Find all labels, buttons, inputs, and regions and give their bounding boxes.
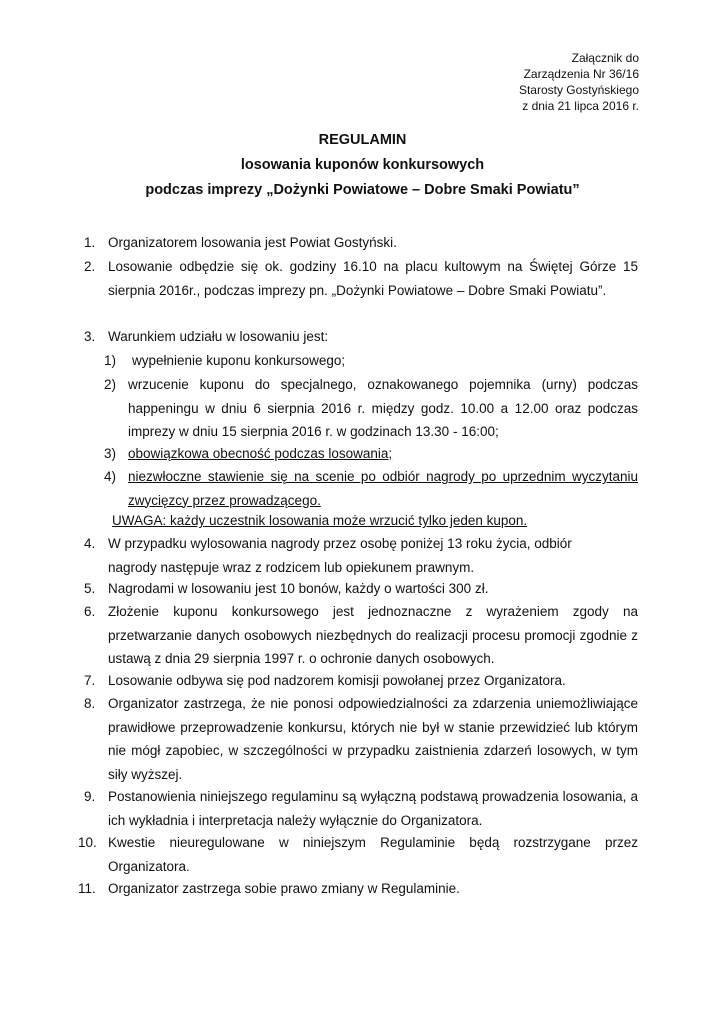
item-text: Kwestie nieuregulowane w niniejszym Regulaminie będą rozstrzygane przez Organizatora. <box>108 835 638 874</box>
list-item <box>78 831 638 878</box>
item-text: Losowanie odbywa się pod nadzorem komisji powołanej przez Organizatora. <box>108 673 566 688</box>
subtitle-line: losowania kuponów konkursowych <box>240 157 485 173</box>
attachment-line: Zarządzenia Nr 36/16 <box>523 67 639 81</box>
item-number: 4. <box>84 536 96 551</box>
item-number: 1. <box>84 235 96 250</box>
list-item <box>84 600 638 671</box>
item-text: Organizatorem losowania jest Powiat Gostyński. <box>108 235 397 250</box>
condition-item <box>104 373 638 444</box>
item-number: 10. <box>78 835 97 850</box>
condition-item <box>104 349 638 373</box>
list-item <box>84 231 638 255</box>
list-item <box>84 669 638 693</box>
attachment-reference <box>519 50 639 114</box>
item-number: 3. <box>84 329 96 344</box>
condition-text: wypełnienie kuponu konkursowego; <box>132 353 346 368</box>
item-number: 2. <box>84 259 96 274</box>
condition-text: niezwłoczne stawienie się na scenie po odbiór nagrody po uprzednim wyczytaniu zwycięzcy przez prowadzącego. <box>128 469 638 508</box>
item-text: Postanowienia niniejszego regulaminu są wyłączną podstawą prowadzenia losowania, a ich wykładnia i interpretacja należy wyłącznie do Organizatora. <box>108 789 638 828</box>
item-text: Nagrodami w losowaniu jest 10 bonów, każdy o wartości 300 zł. <box>108 581 489 596</box>
attachment-line: Starosty Gostyńskiego <box>518 83 639 97</box>
condition-number: 4) <box>104 469 117 484</box>
condition-text: wrzucenie kuponu do specjalnego, oznakowanego pojemnika (urny) podczas happeningu w dniu 6 sierpnia 2016 r. między godz. 10.00 a 12.00 oraz podczas imprezy w dniu 15 sierpnia 2016 r. w godzinach 13.30 - 16:00; <box>128 377 638 439</box>
title-line: REGULAMIN <box>318 132 407 148</box>
item-number: 11. <box>78 881 96 896</box>
item-text: Organizator zastrzega, że nie ponosi odpowiedzialności za zdarzenia uniemożliwiające prawidłowe przeprowadzenie konkursu, których nie był w stanie przewidzieć lub którym nie mógł zapobiec, w szczególności w przypadku zaistnienia zdarzeń losowych, w tym siły wyższej. <box>108 696 638 782</box>
item-text: Warunkiem udziału w losowaniu jest: <box>108 329 329 344</box>
condition-number: 3) <box>104 446 117 461</box>
note-uwaga: UWAGA: każdy uczestnik losowania może wrzucić tylko jeden kupon. <box>112 513 528 528</box>
list-item <box>84 577 638 601</box>
item-number: 8. <box>84 696 96 711</box>
condition-number: 2) <box>104 377 117 392</box>
condition-item <box>104 465 638 512</box>
list-item <box>78 877 638 901</box>
subtitle-line: podczas imprezy „Dożynki Powiatowe – Dobre Smaki Powiatu” <box>145 182 580 198</box>
item-number: 7. <box>84 673 96 688</box>
attachment-line: Załącznik do <box>571 51 639 65</box>
attachment-line: z dnia 21 lipca 2016 r. <box>522 99 639 113</box>
item-number: 5. <box>84 581 96 596</box>
condition-item <box>104 442 638 466</box>
list-item <box>84 692 638 786</box>
item-number: 6. <box>84 604 96 619</box>
list-item <box>84 325 638 349</box>
condition-text: obowiązkowa obecność podczas losowania; <box>128 446 393 461</box>
document-title <box>0 128 725 203</box>
item-text: Losowanie odbędzie się ok. godziny 16.10 na placu kultowym na Świętej Górze 15 sierpnia 2016r., podczas imprezy pn. „Dożynki Powiatowe – Dobre Smaki Powiatu”. <box>108 259 638 298</box>
list-item <box>84 532 598 579</box>
item-number: 9. <box>84 789 96 804</box>
item-text: Złożenie kuponu konkursowego jest jednoznaczne z wyrażeniem zgody na przetwarzanie danych osobowych niezbędnych do realizacji procesu promocji zgodnie z ustawą z dnia 29 sierpnia 1997 r. o ochronie danych osobowych. <box>108 604 638 666</box>
item-text: Organizator zastrzega sobie prawo zmiany w Regulaminie. <box>108 881 460 896</box>
list-item <box>84 785 638 832</box>
list-item <box>84 255 638 302</box>
condition-number: 1) <box>104 353 117 368</box>
item-text: W przypadku wylosowania nagrody przez osobę poniżej 13 roku życia, odbiór nagrody następuje wraz z rodzicem lub opiekunem prawnym. <box>108 536 572 575</box>
